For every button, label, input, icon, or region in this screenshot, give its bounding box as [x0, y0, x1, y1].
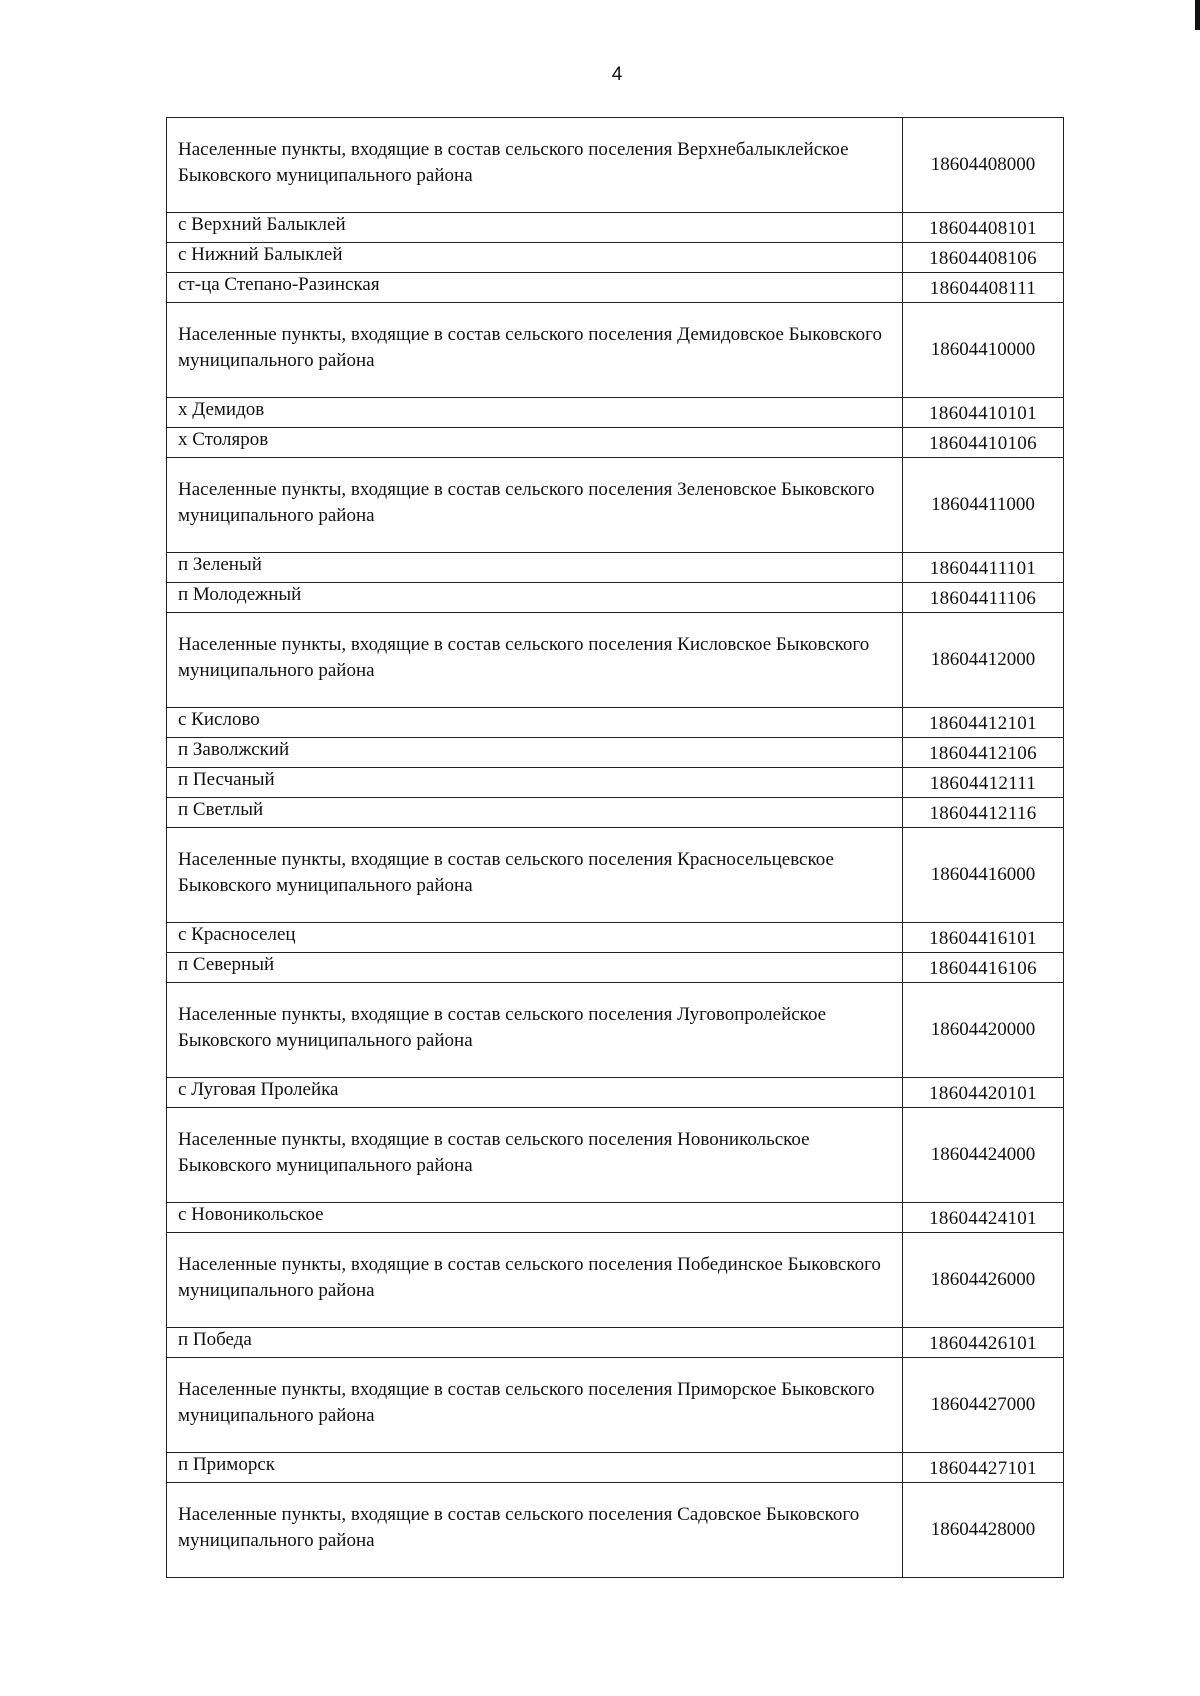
oktmo-code: 18604408000 — [903, 118, 1064, 213]
settlement-row — [167, 798, 1064, 828]
settlement-name: п Светлый — [167, 798, 903, 828]
oktmo-code: 18604420101 — [903, 1078, 1064, 1108]
oktmo-code: 18604416000 — [903, 828, 1064, 923]
settlement-group-row — [167, 1108, 1064, 1203]
oktmo-code: 18604411000 — [903, 458, 1064, 553]
oktmo-code: 18604427000 — [903, 1358, 1064, 1453]
settlement-group-row — [167, 1233, 1064, 1328]
settlement-group-row — [167, 1358, 1064, 1453]
settlement-row — [167, 1453, 1064, 1483]
settlement-name: п Песчаный — [167, 768, 903, 798]
settlement-row — [167, 923, 1064, 953]
settlement-group-row — [167, 303, 1064, 398]
oktmo-code: 18604410101 — [903, 398, 1064, 428]
settlement-group-row — [167, 983, 1064, 1078]
oktmo-code: 18604424101 — [903, 1203, 1064, 1233]
settlement-name: ст-ца Степано-Разинская — [167, 273, 903, 303]
settlement-row — [167, 708, 1064, 738]
settlement-group-name: Населенные пункты, входящие в состав сельского поселения Демидовское Быковского муниципального района — [167, 303, 903, 398]
oktmo-code: 18604420000 — [903, 983, 1064, 1078]
settlement-row — [167, 768, 1064, 798]
oktmo-code: 18604408111 — [903, 273, 1064, 303]
settlement-row — [167, 953, 1064, 983]
settlement-group-name: Населенные пункты, входящие в состав сельского поселения Новоникольское Быковского муниципального района — [167, 1108, 903, 1203]
settlement-name: п Зеленый — [167, 553, 903, 583]
oktmo-code: 18604412000 — [903, 613, 1064, 708]
settlement-group-row — [167, 613, 1064, 708]
settlement-name: с Кислово — [167, 708, 903, 738]
settlement-name: х Демидов — [167, 398, 903, 428]
oktmo-code: 18604411106 — [903, 583, 1064, 613]
oktmo-code: 18604426101 — [903, 1328, 1064, 1358]
page-number: 4 — [611, 64, 623, 85]
settlement-row — [167, 428, 1064, 458]
oktmo-code: 18604408101 — [903, 213, 1064, 243]
settlement-row — [167, 273, 1064, 303]
oktmo-code: 18604412101 — [903, 708, 1064, 738]
oktmo-code: 18604424000 — [903, 1108, 1064, 1203]
settlement-name: п Северный — [167, 953, 903, 983]
settlement-name: с Нижний Балыклей — [167, 243, 903, 273]
settlement-group-name: Населенные пункты, входящие в состав сельского поселения Побединское Быковского муниципального района — [167, 1233, 903, 1328]
settlement-row — [167, 243, 1064, 273]
settlement-code-table — [166, 117, 1064, 1578]
settlement-name: с Верхний Балыклей — [167, 213, 903, 243]
oktmo-code: 18604427101 — [903, 1453, 1064, 1483]
oktmo-code: 18604416101 — [903, 923, 1064, 953]
settlement-group-row — [167, 1483, 1064, 1578]
settlement-row — [167, 398, 1064, 428]
settlement-group-name: Населенные пункты, входящие в состав сельского поселения Приморское Быковского муниципального района — [167, 1358, 903, 1453]
oktmo-code: 18604408106 — [903, 243, 1064, 273]
settlement-row — [167, 583, 1064, 613]
settlement-name: п Приморск — [167, 1453, 903, 1483]
settlement-row — [167, 553, 1064, 583]
oktmo-code: 18604411101 — [903, 553, 1064, 583]
scan-edge-mark — [1195, 0, 1200, 30]
settlement-name: п Заволжский — [167, 738, 903, 768]
settlement-row — [167, 213, 1064, 243]
settlement-name: с Луговая Пролейка — [167, 1078, 903, 1108]
oktmo-code: 18604428000 — [903, 1483, 1064, 1578]
settlement-group-row — [167, 828, 1064, 923]
oktmo-code: 18604412106 — [903, 738, 1064, 768]
settlement-group-name: Населенные пункты, входящие в состав сельского поселения Верхнебалыклейское Быковского муниципального района — [167, 118, 903, 213]
settlement-group-name: Населенные пункты, входящие в состав сельского поселения Зеленовское Быковского муниципального района — [167, 458, 903, 553]
settlement-name: х Столяров — [167, 428, 903, 458]
settlement-group-row — [167, 118, 1064, 213]
settlement-code-table-body — [167, 118, 1064, 1578]
oktmo-code: 18604412116 — [903, 798, 1064, 828]
oktmo-code: 18604416106 — [903, 953, 1064, 983]
settlement-name: п Победа — [167, 1328, 903, 1358]
settlement-group-row — [167, 458, 1064, 553]
settlement-group-name: Населенные пункты, входящие в состав сельского поселения Кисловское Быковского муниципального района — [167, 613, 903, 708]
oktmo-code: 18604426000 — [903, 1233, 1064, 1328]
settlement-row — [167, 738, 1064, 768]
settlement-row — [167, 1203, 1064, 1233]
settlement-name: п Молодежный — [167, 583, 903, 613]
settlement-group-name: Населенные пункты, входящие в состав сельского поселения Луговопролейское Быковского муниципального района — [167, 983, 903, 1078]
settlement-row — [167, 1078, 1064, 1108]
oktmo-code: 18604410000 — [903, 303, 1064, 398]
settlement-row — [167, 1328, 1064, 1358]
oktmo-code: 18604410106 — [903, 428, 1064, 458]
oktmo-code: 18604412111 — [903, 768, 1064, 798]
settlement-name: с Новоникольское — [167, 1203, 903, 1233]
settlement-name: с Красноселец — [167, 923, 903, 953]
settlement-group-name: Населенные пункты, входящие в состав сельского поселения Красносельцевское Быковского муниципального района — [167, 828, 903, 923]
settlement-group-name: Населенные пункты, входящие в состав сельского поселения Садовское Быковского муниципального района — [167, 1483, 903, 1578]
